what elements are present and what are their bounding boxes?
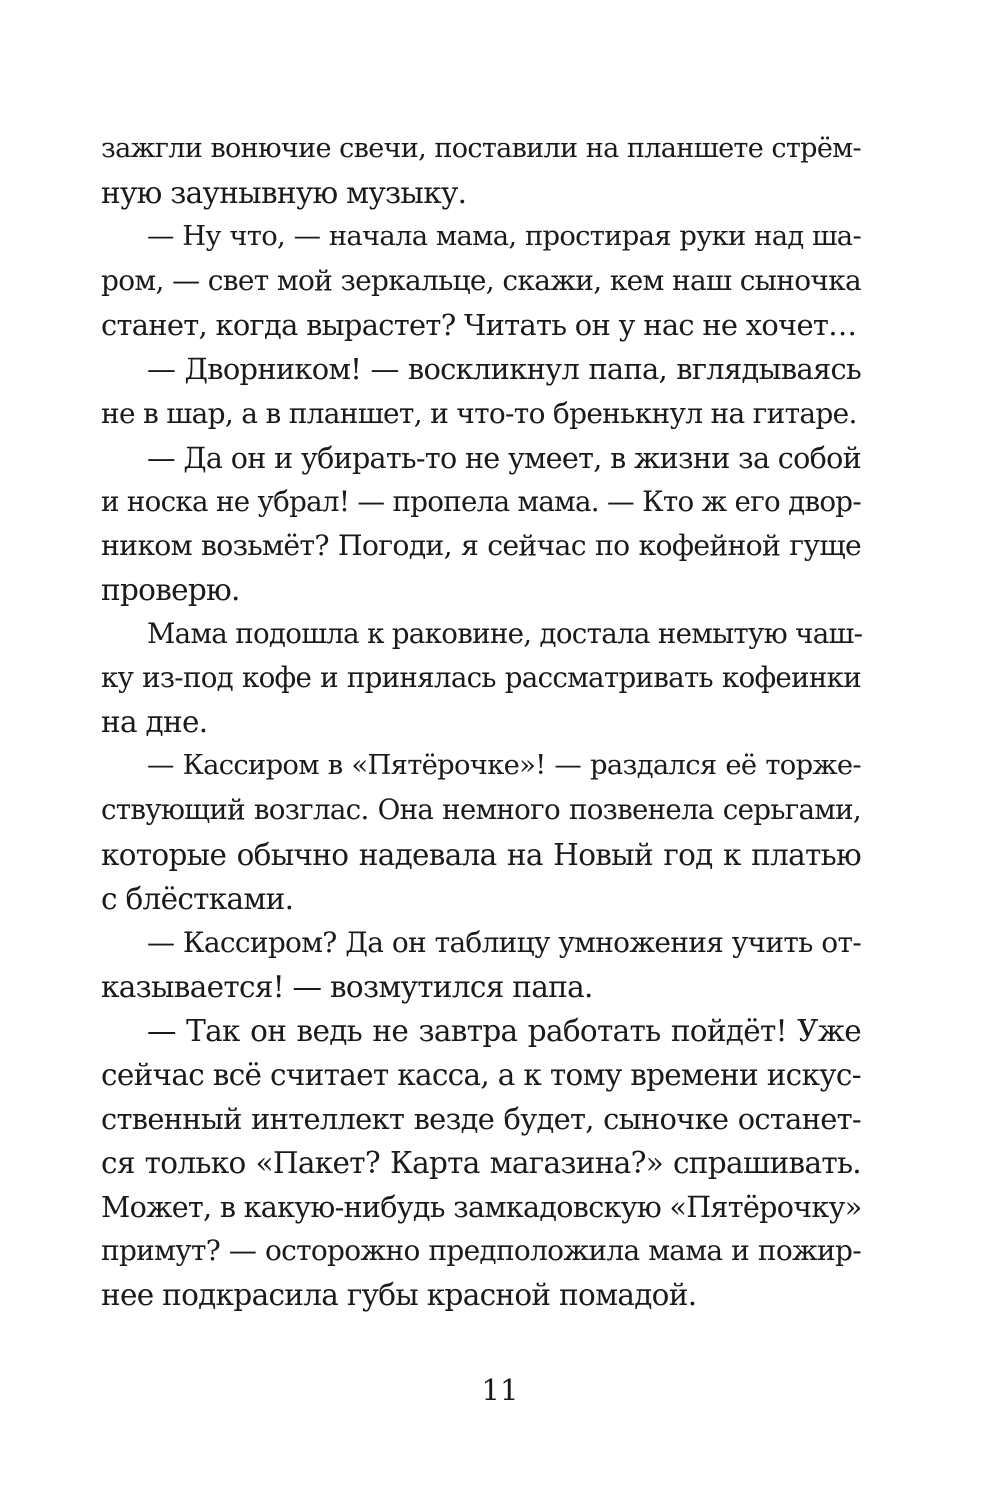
text-line: казывается! — возмутился папа.	[101, 969, 593, 1004]
text-line: ником возьмёт? Погоди, я сейчас по кофейной гуще	[101, 528, 861, 562]
text-line: — Дворником! — воскликнул папа, вглядываясь	[147, 352, 861, 387]
text-line: которые обычно надевала на Новый год к платью	[101, 837, 861, 872]
text-line: ку из-под кофе и принялась рассматривать кофеинки	[101, 661, 861, 695]
text-line: — Ну что, — начала мама, простирая руки над ша-	[147, 221, 861, 253]
text-line: станет, когда вырастет? Читать он у нас не хочет…	[101, 308, 857, 343]
text-line: — Кассиром? Да он таблицу умножения учить от-	[147, 925, 861, 959]
text-line: ствующий возглас. Она немного позвенела серьгами,	[101, 793, 861, 827]
text-line: примут? — осторожно предположила мама и пожир-	[101, 1234, 861, 1268]
text-line: ную заунывную музыку.	[101, 176, 467, 211]
text-line: — Кассиром в «Пятёрочке»! — раздался её торже-	[147, 750, 861, 782]
text-line: — Так он ведь не завтра работать пойдёт! Уже	[147, 1013, 861, 1048]
body-text	[101, 127, 861, 1318]
text-line: не в шар, а в планшет, и что-то бренькнул на гитаре.	[101, 396, 857, 430]
text-line: проверю.	[101, 572, 240, 607]
page-number: 11	[481, 1373, 519, 1407]
text-line: ром, — свет мой зеркальце, скажи, кем наш сыночка	[101, 264, 861, 298]
text-line: сейчас всё считает касса, а к тому времени искус-	[101, 1057, 861, 1092]
text-line: ственный интеллект везде будет, сыночке останет-	[101, 1102, 861, 1137]
text-line: Может, в какую-нибудь замкадовскую «Пятёрочку»	[101, 1190, 862, 1225]
text-line: зажгли вонючие свечи, поставили на планшете стрём-	[101, 133, 861, 164]
text-line: с блёстками.	[101, 881, 294, 916]
text-line: — Да он и убирать-то не умеет, в жизни за собой	[147, 440, 861, 475]
text-line: и носка не убрал! — пропела мама. — Кто ж его двор-	[101, 484, 861, 518]
text-line: нее подкрасила губы красной помадой.	[101, 1278, 697, 1313]
text-line: на дне.	[101, 705, 208, 740]
text-line: ся только «Пакет? Карта магазина?» спрашивать.	[101, 1146, 861, 1181]
text-line: Мама подошла к раковине, достала немытую чаш-	[147, 617, 863, 651]
